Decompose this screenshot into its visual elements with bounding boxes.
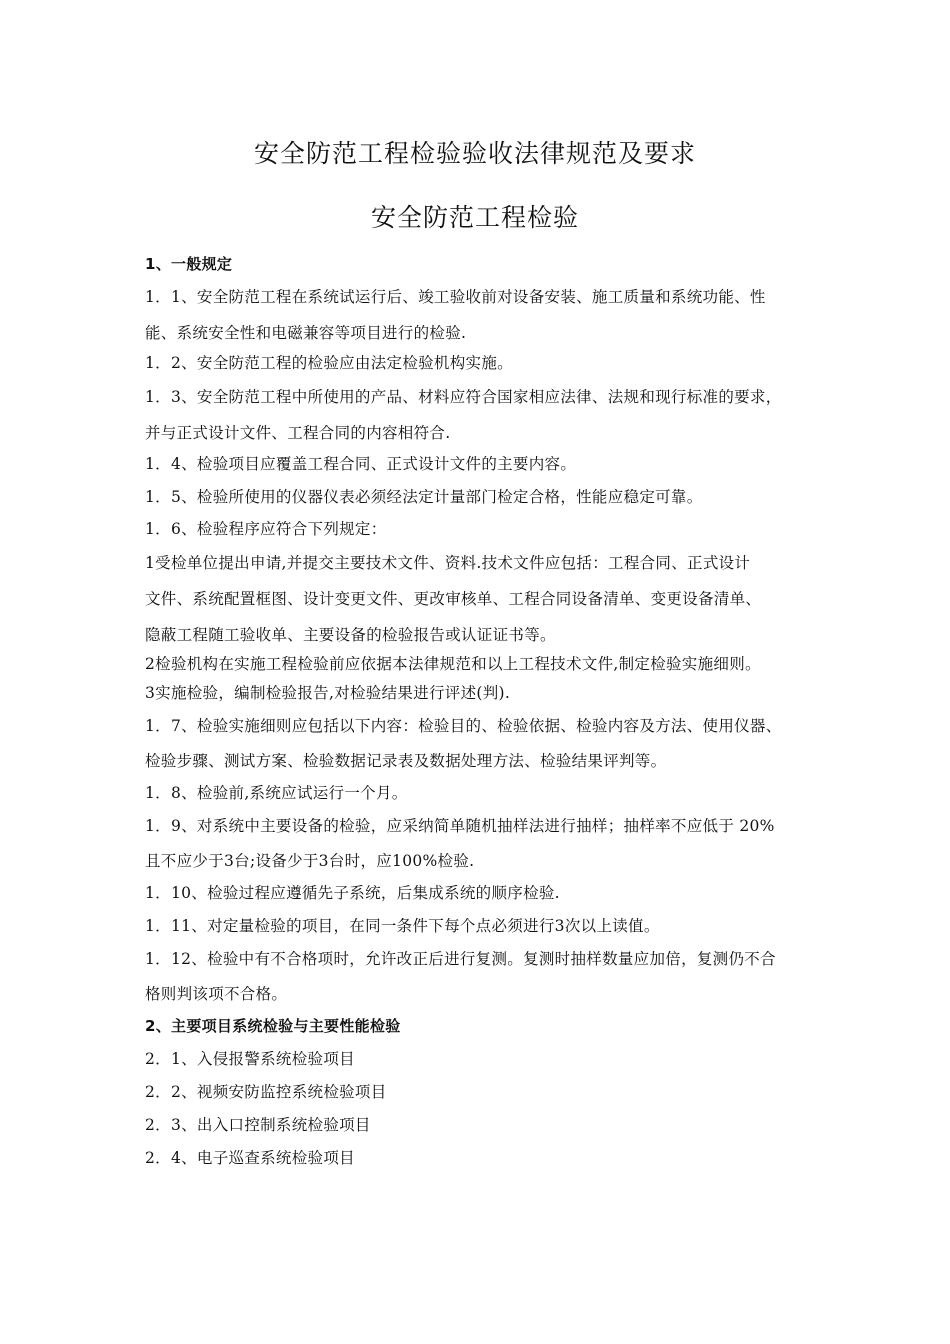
paragraph-line: 检验步骤、测试方案、检验数据记录表及数据处理方法、检验结果评判等。 xyxy=(145,752,667,770)
paragraph-line: 1．9、对系统中主要设备的检验，应采纳简单随机抽样法进行抽样；抽样率不应低于 20% xyxy=(145,817,775,835)
paragraph-line: 1．4、检验项目应覆盖工程合同、正式设计文件的主要内容。 xyxy=(145,455,577,473)
document-title: 安全防范工程检验验收法律规范及要求 xyxy=(253,139,696,168)
document-body xyxy=(145,254,820,1169)
paragraph-line: 隐蔽工程随工验收单、主要设备的检验报告或认证证书等。 xyxy=(145,626,556,644)
paragraph-line: 文件、系统配置框图、设计变更文件、更改审核单、工程合同设备清单、变更设备清单、 xyxy=(145,590,762,608)
paragraph-line: 并与正式设计文件、工程合同的内容相符合. xyxy=(145,424,451,442)
paragraph-line: 能、系统安全性和电磁兼容等项目进行的检验. xyxy=(145,324,467,342)
paragraph-line: 1．3、安全防范工程中所使用的产品、材料应符合国家相应法律、法规和现行标准的要求， xyxy=(145,388,782,406)
paragraph-line: 2．2、视频安防监控系统检验项目 xyxy=(145,1083,387,1101)
paragraph-line: 1．8、检验前,系统应试运行一个月。 xyxy=(145,784,408,802)
document-subtitle: 安全防范工程检验 xyxy=(370,203,579,232)
section-heading: 1、一般规定 xyxy=(145,255,233,273)
paragraph-line: 1．1、安全防范工程在系统试运行后、竣工验收前对设备安装、施工质量和系统功能、性 xyxy=(145,288,766,306)
paragraph-line: 1．12、检验中有不合格项时，允许改正后进行复测。复测时抽样数量应加倍，复测仍不合 xyxy=(145,950,776,968)
section-heading: 2、主要项目系统检验与主要性能检验 xyxy=(145,1017,401,1035)
paragraph-line: 2检验机构在实施工程检验前应依据本法律规范和以上工程技术文件,制定检验实施细则。 xyxy=(145,655,761,673)
paragraph-line: 1受检单位提出申请,并提交主要技术文件、资料.技术文件应包括：工程合同、正式设计 xyxy=(145,554,751,572)
paragraph-line: 格则判该项不合格。 xyxy=(145,985,288,1003)
paragraph-line: 2．4、电子巡查系统检验项目 xyxy=(145,1149,355,1167)
paragraph-line: 1．5、检验所使用的仪器仪表必须经法定计量部门检定合格，性能应稳定可靠。 xyxy=(145,488,703,506)
paragraph-line: 2．3、出入口控制系统检验项目 xyxy=(145,1116,371,1134)
paragraph-line: 3实施检验，编制检验报告,对检验结果进行评述(判). xyxy=(145,684,511,702)
paragraph-line: 1．11、对定量检验的项目，在同一条件下每个点必须进行3次以上读值。 xyxy=(145,917,660,935)
paragraph-line: 2．1、入侵报警系统检验项目 xyxy=(145,1050,355,1068)
paragraph-line: 1．7、检验实施细则应包括以下内容：检验目的、检验依据、检验内容及方法、使用仪器、 xyxy=(145,717,782,735)
paragraph-line: 1．6、检验程序应符合下列规定： xyxy=(145,520,387,538)
paragraph-line: 且不应少于3台;设备少于3台时，应100%检验. xyxy=(145,852,475,870)
paragraph-line: 1．2、安全防范工程的检验应由法定检验机构实施。 xyxy=(145,354,513,372)
paragraph-line: 1．10、检验过程应遵循先子系统，后集成系统的顺序检验. xyxy=(145,884,560,902)
